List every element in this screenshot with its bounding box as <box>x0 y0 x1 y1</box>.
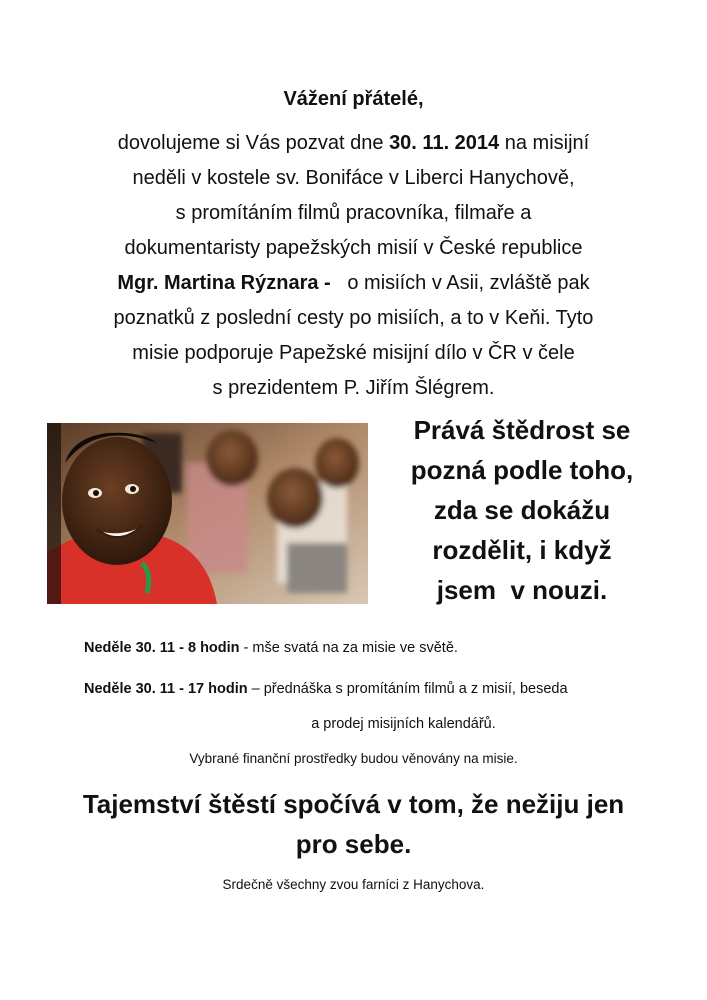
schedule-time: Neděle 30. 11 - 8 hodin <box>84 640 240 656</box>
schedule-item-mass <box>84 640 458 656</box>
motto-line-2: pro sebe. <box>295 829 412 859</box>
quote-line-5: jsem v nouzi. <box>436 575 608 605</box>
schedule-item-lecture-continued: a prodej misijních kalendářů. <box>311 716 496 732</box>
schedule-description: - mše svatá na za misie ve světě. <box>239 640 458 656</box>
speaker-name: Mgr. Martina Rýznara - <box>117 272 331 294</box>
intro-line-2: neděli v kostele sv. Bonifáce v Liberci Hanychově, <box>132 167 575 189</box>
intro-line-8: s prezidentem P. Jiřím Šlégrem. <box>212 377 495 399</box>
invitation-paragraph <box>40 126 667 406</box>
intro-text: na misijní <box>499 132 590 154</box>
schedule-time: Neděle 30. 11 - 17 hodin <box>84 681 248 697</box>
quote-line-4: rozdělit, i když <box>432 535 612 565</box>
intro-line-3: s promítáním filmů pracovníka, filmaře a <box>175 202 532 224</box>
children-photo <box>47 423 368 604</box>
intro-text: o misiích v Asii, zvláště pak <box>330 272 590 294</box>
schedule-description: – přednáška s promítáním filmů a z misií, beseda <box>247 681 568 697</box>
event-date: 30. 11. 2014 <box>389 132 500 154</box>
intro-line-4: dokumentaristy papežských misií v České republice <box>124 237 583 259</box>
intro-line-5 <box>40 266 667 301</box>
intro-text: dovolujeme si Vás pozvat dne <box>117 132 390 154</box>
greeting-heading: Vážení přátelé, <box>283 88 424 110</box>
generosity-quote <box>372 410 672 610</box>
schedule-item-lecture <box>84 681 568 697</box>
donation-note: Vybrané finanční prostředky budou věnovány na misie. <box>189 751 518 766</box>
quote-line-3: zda se dokážu <box>433 495 611 525</box>
intro-line-7: misie podporuje Papežské misijní dílo v ČR v čele <box>132 342 575 364</box>
happiness-motto <box>0 784 707 864</box>
quote-line-1: Prává štědrost se <box>413 415 631 445</box>
closing-signature: Srdečně všechny zvou farníci z Hanychova. <box>222 877 485 892</box>
quote-line-2: pozná podle toho, <box>410 455 634 485</box>
children-photo-illustration <box>47 423 368 604</box>
intro-line-6: poznatků z poslední cesty po misiích, a to v Keňi. Tyto <box>113 307 594 329</box>
motto-line-1: Tajemství štěstí spočívá v tom, že nežiju jen <box>82 789 625 819</box>
intro-line-1 <box>40 126 667 161</box>
